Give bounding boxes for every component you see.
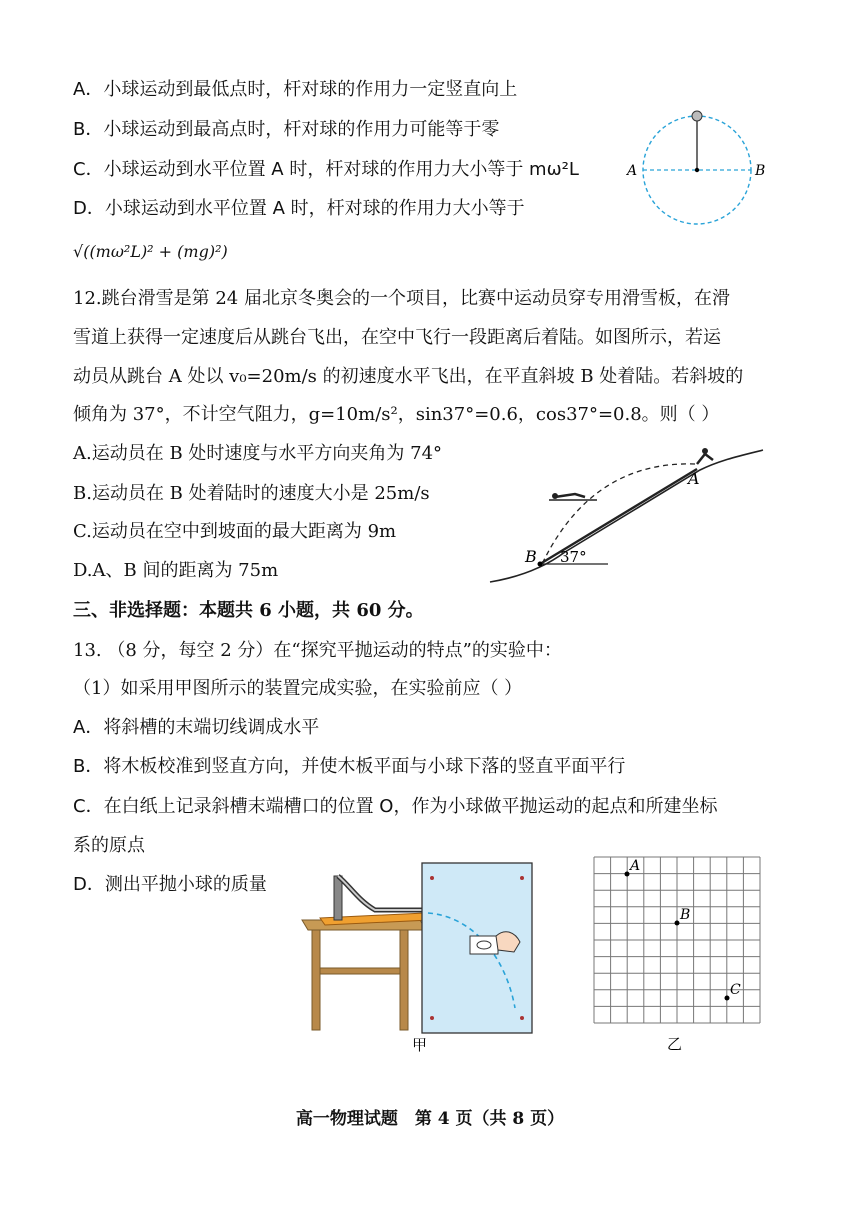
q12-option-c: C.运动员在空中到坡面的最大距离为 9m <box>73 521 397 542</box>
q12-stem-line-4: 倾角为 37°，不计空气阻力，g=10m/s²，sin37°=0.6，cos37°=0.8。则（ ） <box>73 404 720 425</box>
label-a: A <box>627 163 638 179</box>
skier-at-a-icon <box>697 448 713 464</box>
q13-option-c-line-1: C．在白纸上记录斜槽末端槽口的位置 O，作为小球做平抛运动的起点和所建坐标 <box>73 796 718 817</box>
q13-option-d: D．测出平抛小球的质量 <box>73 874 267 895</box>
q13-part-1: （1）如采用甲图所示的装置完成实验，在实验前应（ ） <box>73 678 523 699</box>
section-3-heading: 三、非选择题：本题共 6 小题，共 60 分。 <box>73 600 424 621</box>
caption-jia: 甲 <box>412 1036 428 1054</box>
chute <box>338 876 428 910</box>
point-c <box>725 996 730 1001</box>
q11-option-c: C．小球运动到水平位置 A 时，杆对球的作用力大小等于 mω²L <box>73 159 579 180</box>
table-leg <box>312 930 320 1030</box>
ball <box>692 111 702 121</box>
label-b: B <box>680 907 691 923</box>
q11-formula: √((mω²L)² + (mg)²) <box>73 242 228 261</box>
label-a: A <box>688 469 700 488</box>
table-rail <box>320 968 400 974</box>
q13-stem: 13. （8 分，每空 2 分）在“探究平抛运动的特点”的实验中： <box>73 640 562 661</box>
grid-lines <box>594 857 760 1023</box>
caption-yi: 乙 <box>667 1035 683 1053</box>
q11-circle-figure <box>620 105 770 235</box>
q12-option-b: B.运动员在 B 处着陆时的速度大小是 25m/s <box>73 483 430 504</box>
pin <box>520 1016 524 1020</box>
q12-ski-slope-figure <box>485 442 770 592</box>
q13-option-b: B．将木板校准到竖直方向，并使木板平面与小球下落的竖直平面平行 <box>73 756 626 777</box>
point-a <box>625 872 630 877</box>
chute-stand <box>334 876 342 920</box>
q13-option-a: A．将斜槽的末端切线调成水平 <box>73 717 320 738</box>
q12-stem-line-3: 动员从跳台 A 处以 v₀=20m/s 的初速度水平飞出，在平直斜坡 B 处着陆。若斜坡的 <box>73 366 744 387</box>
label-c: C <box>730 982 741 998</box>
table-leg <box>400 930 408 1030</box>
label-a: A <box>630 858 641 874</box>
q12-option-a: A.运动员在 B 处时速度与水平方向夹角为 74° <box>73 443 443 464</box>
q13-option-c-line-2: 系的原点 <box>73 835 145 856</box>
page-footer: 高一物理试题 第 4 页（共 8 页） <box>295 1109 565 1129</box>
center-point <box>695 168 699 172</box>
q12-stem-line-2: 雪道上获得一定速度后从跳台飞出，在空中飞行一段距离后着陆。如图所示，若运 <box>73 327 721 348</box>
q11-option-d: D．小球运动到水平位置 A 时，杆对球的作用力大小等于 <box>73 198 525 219</box>
pin <box>430 1016 434 1020</box>
label-b: B <box>755 163 766 179</box>
skier-icon <box>549 493 597 500</box>
point-b <box>538 562 543 567</box>
pin <box>430 876 434 880</box>
point-b <box>675 921 680 926</box>
apparatus-figure <box>300 858 540 1058</box>
q11-option-a: A．小球运动到最低点时，杆对球的作用力一定竖直向上 <box>73 79 518 100</box>
q12-stem-line-1: 12.跳台滑雪是第 24 届北京冬奥会的一个项目，比赛中运动员穿专用滑雪板，在滑 <box>73 288 730 309</box>
pin <box>520 876 524 880</box>
grid-figure <box>585 855 765 1055</box>
label-angle: 37° <box>560 548 587 566</box>
q12-option-d: D.A、B 间的距离为 75m <box>73 560 279 581</box>
label-b: B <box>525 547 537 566</box>
q11-option-b: B．小球运动到最高点时，杆对球的作用力可能等于零 <box>73 119 500 140</box>
card <box>470 936 498 954</box>
